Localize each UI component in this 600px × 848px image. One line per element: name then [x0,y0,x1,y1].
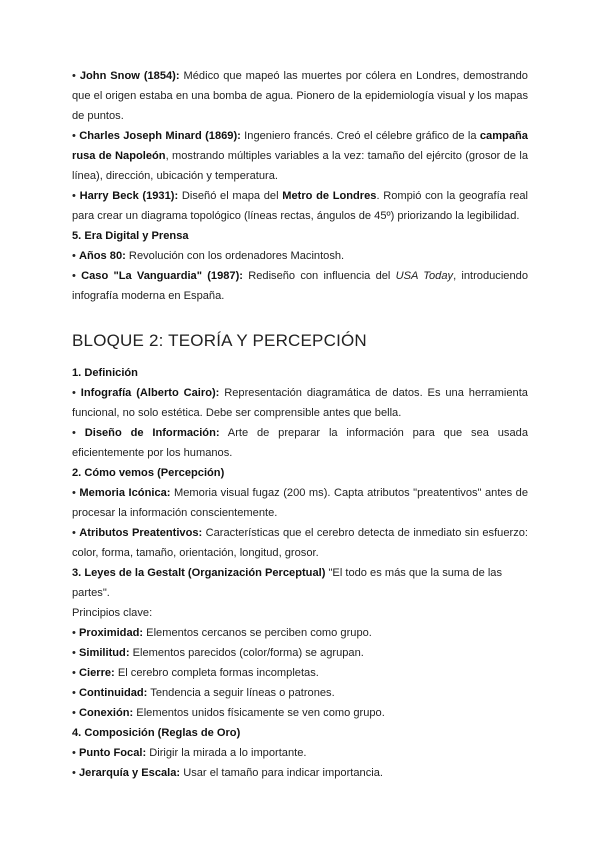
comp-item-jerarquia-escala: • Jerarquía y Escala: Usar el tamaño para indicar importancia. [72,767,383,779]
document-page [72,66,528,783]
era-digital-heading: 5. Era Digital y Prensa [72,230,189,242]
gestalt-item-conexion: • Conexión: Elementos unidos físicamente se ven como grupo. [72,707,385,719]
era-item-la-vanguardia: • Caso "La Vanguardia" (1987): Rediseño con influencia del USA Today, introduciendo infografía moderna en España. [72,270,528,302]
perc-item-memoria-iconica: • Memoria Icónica: Memoria visual fugaz (200 ms). Capta atributos "preatentivos" antes de procesar la información conscientemente. [72,487,529,519]
gestalt-heading: 3. Leyes de la Gestalt (Organización Perceptual) "El todo es más que la suma de las partes". [72,567,503,599]
history-item-harry-beck: • Harry Beck (1931): Diseñó el mapa del Metro de Londres. Rompió con la geografía real para crear un diagrama topológico (líneas rectas, ángulos de 45º) priorizando la legibilidad. [72,190,528,222]
history-item-john-snow: • John Snow (1854): Médico que mapeó las muertes por cólera en Londres, demostrando que el origen estaba en una bomba de agua. Pionero de la epidemiología visual y los mapas de puntos. [72,70,528,122]
percepcion-heading: 2. Cómo vemos (Percepción) [72,467,225,479]
era-item-anos-80: • Años 80: Revolución con los ordenadores Macintosh. [72,250,345,262]
gestalt-item-proximidad: • Proximidad: Elementos cercanos se perciben como grupo. [72,627,372,639]
composicion-heading: 4. Composición (Reglas de Oro) [72,727,241,739]
definicion-heading: 1. Definición [72,367,138,379]
bloque2-title: BLOQUE 2: TEORÍA Y PERCEPCIÓN [72,331,367,350]
gestalt-item-similitud: • Similitud: Elementos parecidos (color/forma) se agrupan. [72,647,364,659]
gestalt-intro: Principios clave: [72,607,153,619]
gestalt-item-continuidad: • Continuidad: Tendencia a seguir líneas o patrones. [72,687,335,699]
gestalt-item-cierre: • Cierre: El cerebro completa formas incompletas. [72,667,319,679]
perc-item-atributos-preatentivos: • Atributos Preatentivos: Características que el cerebro detecta de inmediato sin esfuerzo: color, forma, tamaño, orientación, longitud, grosor. [72,527,528,559]
def-item-diseno-informacion: • Diseño de Información: Arte de preparar la información para que sea usada eficientemente por los humanos. [72,427,528,459]
comp-item-punto-focal: • Punto Focal: Dirigir la mirada a lo importante. [72,747,307,759]
def-item-infografia: • Infografía (Alberto Cairo): Representación diagramática de datos. Es una herramienta funcional, no solo estética. Debe ser comprensible antes que bella. [72,387,528,419]
history-item-minard: • Charles Joseph Minard (1869): Ingeniero francés. Creó el célebre gráfico de la campaña rusa de Napoleón, mostrando múltiples variables a la vez: tamaño del ejército (grosor de la línea), dirección, ubicación y temperatura. [72,130,528,182]
